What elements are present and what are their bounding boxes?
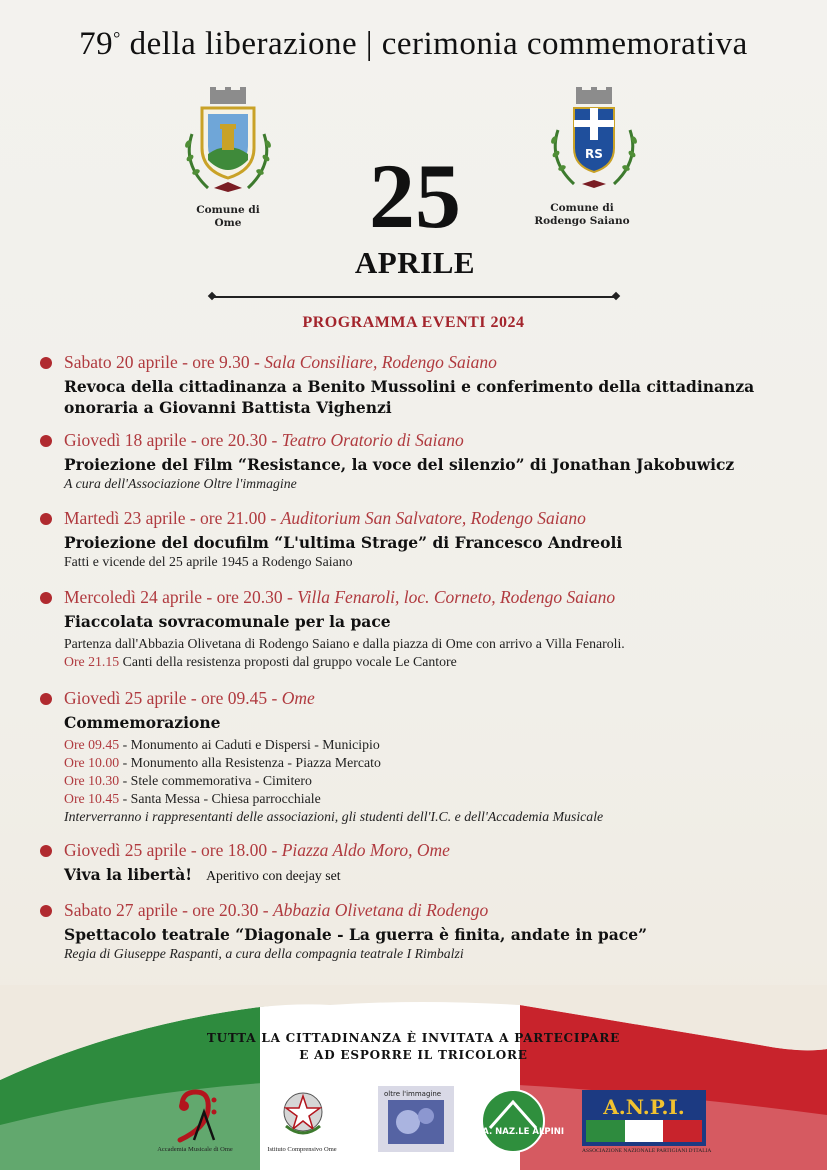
event-when: Giovedì 25 aprile - ore 09.45 -	[64, 688, 282, 708]
event-header	[40, 900, 810, 921]
event-item	[40, 900, 810, 963]
ome-crest-label	[158, 204, 298, 230]
bullet-icon	[40, 693, 52, 705]
schedule-item	[40, 790, 810, 808]
event-title: Spettacolo teatrale “Diagonale - La guerra è finita, andate in pace”	[64, 925, 648, 944]
event-where: Piazza Aldo Moro, Ome	[281, 840, 450, 860]
event-item	[40, 430, 810, 493]
event-note: Interverranno i rappresentanti delle associazioni, gli studenti dell'I.C. e dell'Accademia Musicale	[64, 809, 604, 824]
event-time: Ore 10.30	[64, 773, 120, 788]
alpini-logo-text: A.N.A. NAZ.LE ALPINI	[461, 1127, 565, 1137]
page-title	[0, 26, 827, 63]
crest-label-line: Comune di	[196, 204, 260, 216]
event-when: Mercoledì 24 aprile - ore 20.30 -	[64, 587, 298, 607]
bullet-icon	[40, 513, 52, 525]
schedule-text: - Santa Messa - Chiesa parrocchiale	[119, 791, 321, 806]
bass-clef-icon	[172, 1088, 218, 1144]
event-title: Commemorazione	[64, 713, 221, 732]
event-subtitle: A cura dell'Associazione Oltre l'immagine	[64, 476, 297, 491]
event-title: Fiaccolata sovracomunale per la pace	[64, 612, 391, 631]
event-title	[40, 864, 810, 886]
event-item	[40, 508, 810, 571]
logo-caption: ASSOCIAZIONE NAZIONALE PARTIGIANI D'ITALIA	[582, 1148, 712, 1154]
event-when: Giovedì 25 aprile - ore 18.00 -	[64, 840, 282, 860]
event-item	[40, 352, 810, 418]
film-logo-text: oltre l'immagine	[384, 1090, 442, 1098]
title-degree: °	[113, 28, 121, 48]
event-header	[40, 508, 810, 529]
invitation-line: E AD ESPORRE IL TRICOLORE	[299, 1048, 528, 1062]
event-subtitle: Fatti e vicende del 25 aprile 1945 a Rodengo Saiano	[64, 554, 353, 569]
event-subtitle: Partenza dall'Abbazia Olivetana di Rodengo Saiano e dalla piazza di Ome con arrivo a Villa Fenaroli.	[64, 636, 625, 651]
crest-label-line: Rodengo Saiano	[534, 215, 630, 227]
event-subtitle: Regia di Giuseppe Raspanti, a cura della compagnia teatrale I Rimbalzi	[64, 946, 464, 961]
event-header	[40, 430, 810, 451]
bullet-icon	[40, 435, 52, 447]
event-header	[40, 840, 810, 861]
event-title-extra: Aperitivo con deejay set	[206, 868, 341, 883]
film-logo-icon	[378, 1086, 454, 1152]
bullet-icon	[40, 357, 52, 369]
crest-label-line: Ome	[214, 217, 242, 229]
event-detail-text: Canti della resistenza proposti dal gruppo vocale Le Cantore	[119, 654, 457, 669]
crest-label-line: Comune di	[550, 202, 614, 214]
schedule-item	[40, 754, 810, 772]
schedule-text: - Monumento alla Resistenza - Piazza Mercato	[119, 755, 381, 770]
event-time: Ore 10.45	[64, 791, 120, 806]
schedule-text: - Monumento ai Caduti e Dispersi - Municipio	[119, 737, 380, 752]
event-where: Auditorium San Salvatore, Rodengo Saiano	[280, 508, 586, 528]
bullet-icon	[40, 845, 52, 857]
ome-crest-icon	[178, 84, 278, 199]
schedule-item	[40, 772, 810, 790]
rodengo-saiano-crest-label	[512, 202, 652, 228]
event-header	[40, 688, 810, 709]
event-where: Sala Consiliare, Rodengo Saiano	[264, 352, 497, 372]
rodengo-saiano-crest-icon	[544, 86, 644, 196]
event-item	[40, 688, 810, 826]
invitation-line: TUTTA LA CITTADINANZA È INVITATA A PARTECIPARE	[206, 1031, 621, 1045]
date-day: 25	[369, 145, 461, 247]
bullet-icon	[40, 905, 52, 917]
anpi-logo-text: A.N.P.I.	[603, 1095, 685, 1119]
event-where: Teatro Oratorio di Saiano	[281, 430, 464, 450]
event-where: Villa Fenaroli, loc. Corneto, Rodengo Saiano	[297, 587, 616, 607]
event-header	[40, 587, 810, 608]
logo-caption: Istituto Comprensivo Ome	[267, 1146, 337, 1153]
divider	[213, 296, 615, 298]
bullet-icon	[40, 592, 52, 604]
schedule-item	[40, 736, 810, 754]
event-item	[40, 840, 810, 886]
title-text: della liberazione | cerimonia commemorativa	[120, 26, 748, 62]
italian-emblem-icon	[280, 1086, 326, 1140]
event-when: Martedì 23 aprile - ore 21.00 -	[64, 508, 281, 528]
invitation	[0, 1030, 827, 1064]
event-title: Revoca della cittadinanza a Benito Mussolini e conferimento della cittadinanza onoraria a Giovanni Battista Vighenzi	[64, 377, 755, 417]
event-where: Abbazia Olivetana di Rodengo	[272, 900, 489, 920]
alpini-logo-icon	[461, 1088, 565, 1154]
event-title: Proiezione del Film “Resistance, la voce del silenzio” di Jonathan Jakobuwicz	[64, 455, 735, 474]
event-title: Proiezione del docufilm “L'ultima Strage” di Francesco Andreoli	[64, 533, 623, 552]
event-time: Ore 09.45	[64, 737, 120, 752]
shield-text: RS	[585, 147, 603, 161]
event-where: Ome	[281, 688, 315, 708]
event-detail	[40, 653, 810, 671]
anpi-logo-icon	[582, 1090, 706, 1146]
event-when: Sabato 27 aprile - ore 20.30 -	[64, 900, 273, 920]
logo-caption: Accademia Musicale di Ome	[157, 1146, 233, 1153]
schedule-text: - Stele commemorativa - Cimitero	[119, 773, 312, 788]
event-time: Ore 10.00	[64, 755, 120, 770]
event-header	[40, 352, 810, 373]
event-time: Ore 21.15	[64, 654, 120, 669]
event-when: Giovedì 18 aprile - ore 20.30 -	[64, 430, 282, 450]
event-title-text: Viva la libertà!	[64, 865, 193, 884]
program-title: PROGRAMMA EVENTI 2024	[302, 314, 525, 331]
date-month: APRILE	[354, 245, 476, 280]
title-number: 79	[79, 26, 114, 62]
event-item	[40, 587, 810, 671]
event-when: Sabato 20 aprile - ore 9.30 -	[64, 352, 265, 372]
